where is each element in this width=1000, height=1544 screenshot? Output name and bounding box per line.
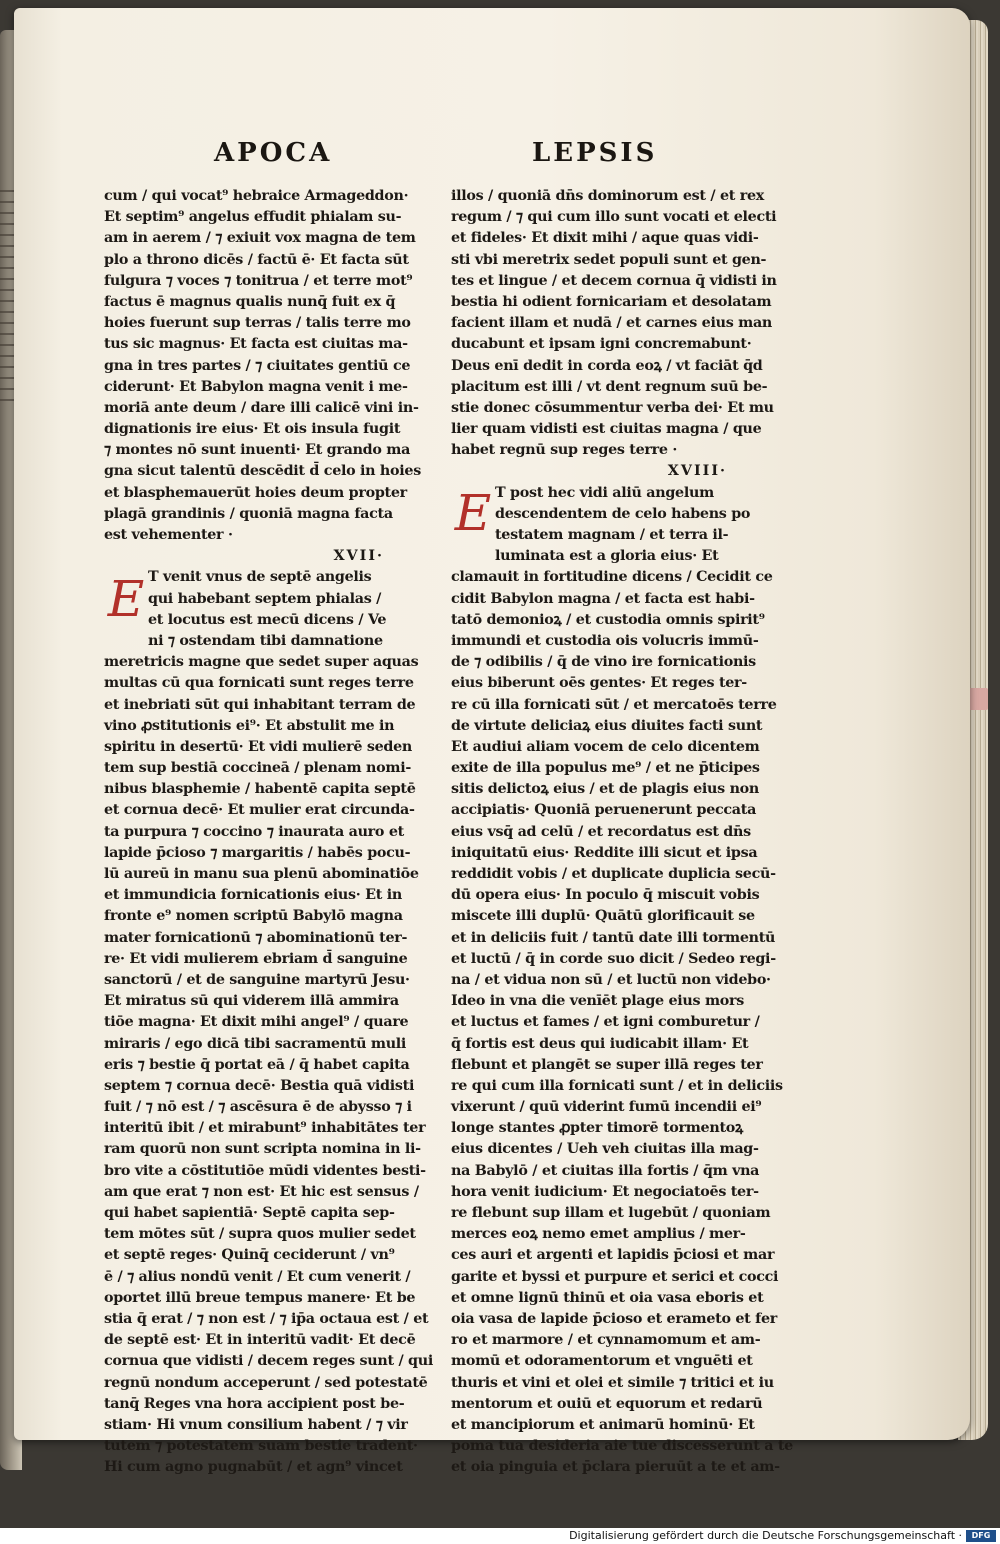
text-line: exite de illa populus me⁹ / et ne p̄ticipes bbox=[451, 760, 760, 777]
text-line: reddidit vobis / et duplicate duplicia secū- bbox=[451, 866, 776, 882]
running-head-right: LEPSIS bbox=[532, 138, 658, 168]
text-line: Ideo in vna die venīēt plage eius mors bbox=[451, 993, 745, 1010]
right-paragraph-block-a bbox=[451, 186, 777, 461]
text-line: T venit vnus de septē angelis bbox=[148, 569, 372, 586]
text-line: oia vasa de lapide p̄cioso et erameto et fer bbox=[451, 1310, 778, 1327]
text-line: Et audiui aliam vocem de celo dicentem bbox=[451, 738, 760, 755]
text-line: hora venit iudicium· Et negociatoēs ter- bbox=[451, 1183, 759, 1200]
text-line: stiam· Hi vnum consilium habent / ⁊ vir bbox=[104, 1416, 408, 1433]
left-paragraph-block-c bbox=[104, 652, 433, 1478]
text-line: qui habebant septem phialas / bbox=[148, 590, 382, 607]
text-line: oportet illū breue tempus manere· Et be bbox=[104, 1289, 416, 1306]
text-line: placitum est illi / vt dent regnum suū be- bbox=[451, 378, 768, 395]
right-initial-block bbox=[451, 483, 751, 568]
text-line: eris ⁊ bestie q̄ portat eā / q̄ habet capita bbox=[104, 1056, 410, 1073]
left-paragraph-block-a bbox=[104, 186, 421, 546]
chapter-number-18: XVIII· bbox=[667, 463, 727, 480]
text-line: et fideles· Et dixit mihi / aque quas vidi- bbox=[451, 230, 759, 247]
text-line: bestia hi odient fornicariam et desolatam bbox=[451, 293, 772, 310]
text-line: nibus blasphemie / habentē capita septē bbox=[104, 781, 416, 798]
text-line: qui habet sapientiā· Septē capita sep- bbox=[104, 1205, 395, 1221]
text-line: flebunt et plangēt se super illā reges ter bbox=[451, 1056, 763, 1073]
text-line: tem sup bestiā coccineā / plenam nomi- bbox=[104, 760, 411, 777]
red-initial-e: E bbox=[454, 483, 492, 542]
text-line: habet regnū sup reges terre · bbox=[451, 442, 678, 459]
text-line: am in aerem / ⁊ exiuit vox magna de tem bbox=[104, 230, 416, 247]
text-line: hoies fuerunt sup terras / talis terre mo bbox=[104, 315, 411, 332]
facing-page-text bbox=[0, 190, 14, 410]
text-line: illos / quoniā dn̄s dominorum est / et rex bbox=[451, 188, 764, 204]
text-line: momū et odoramentorum et vnguēti et bbox=[451, 1353, 753, 1370]
text-line: septem ⁊ cornua decē· Bestia quā vidisti bbox=[104, 1077, 415, 1094]
text-line: sitis delictoꝝ eius / et de plagis eius non bbox=[451, 781, 759, 798]
text-line: luminata est a gloria eius· Et bbox=[495, 548, 719, 565]
text-line: et luctus et fames / et igni comburetur / bbox=[451, 1014, 760, 1031]
text-line: plagā grandinis / quoniā magna facta bbox=[104, 505, 393, 522]
text-line: poma tua desideria aie tue discesserunt a te bbox=[451, 1438, 793, 1455]
text-line: vixerunt / quū viderint fumū incendii ei⁹ bbox=[451, 1099, 762, 1116]
text-line: fulgura ⁊ voces ⁊ tonitrua / et terre mot⁹ bbox=[104, 272, 413, 289]
text-line: et locutus est mecū dicens / Ve bbox=[148, 611, 387, 628]
text-line: mentorum et ouiū et equorum et redarū bbox=[451, 1395, 763, 1412]
text-line: est vehementer · bbox=[104, 527, 233, 543]
text-line: tiōe magna· Et dixit mihi angel⁹ / quare bbox=[104, 1014, 409, 1031]
left-text-column bbox=[104, 186, 433, 1478]
text-line: tus sic magnus· Et facta est ciuitas ma- bbox=[104, 336, 408, 353]
text-line: ro et marmore / et cynnamomum et am- bbox=[451, 1332, 761, 1349]
text-line: gna sicut talentū descēdit d̄ celo in hoies bbox=[104, 463, 421, 480]
text-line: dū opera eius· In poculo q̄ miscuit vobis bbox=[451, 887, 760, 904]
text-line: stia q̄ erat / ⁊ non est / ⁊ ip̄a octaua est / et bbox=[104, 1310, 429, 1327]
text-line: multas cū qua fornicati sunt reges terre bbox=[104, 675, 414, 692]
text-line: cum / qui vocat⁹ hebraice Armageddon· bbox=[104, 188, 409, 204]
text-line: re cū illa fornicati sūt / et mercatoēs terre bbox=[451, 696, 777, 713]
text-line: tanq̄ Reges vna hora accipient post be- bbox=[104, 1395, 405, 1412]
text-line: re qui cum illa fornicati sunt / et in deliciis bbox=[451, 1077, 783, 1094]
text-line: ducabunt et ipsam igni concremabunt· bbox=[451, 336, 752, 353]
text-line: mater fornicationū ⁊ abominationū ter- bbox=[104, 929, 408, 946]
text-line: Et miratus sū qui viderem illā ammira bbox=[104, 993, 399, 1010]
text-line: tatō demonioꝝ / et custodia omnis spirit⁹ bbox=[451, 611, 765, 628]
text-line: Et septim⁹ angelus effudit phialam su- bbox=[104, 209, 402, 226]
text-line: lier quam vidisti est ciuitas magna / que bbox=[451, 421, 762, 438]
text-line: fronte e⁹ nomen scriptū Babylō magna bbox=[104, 908, 403, 925]
text-line: regnū nondum acceperunt / sed potestatē bbox=[104, 1374, 428, 1391]
text-line: plo a throno dicēs / factū ē· Et facta sūt bbox=[104, 251, 409, 268]
text-line: eius dicentes / Ueh veh ciuitas illa mag- bbox=[451, 1141, 759, 1158]
footer-bar bbox=[0, 1528, 1000, 1544]
text-line: accipiatis· Quoniā peruenerunt peccata bbox=[451, 802, 757, 819]
text-line: gna in tres partes / ⁊ ciuitates gentiū ce bbox=[104, 357, 411, 374]
text-line: garite et byssi et purpure et serici et cocci bbox=[451, 1268, 779, 1285]
text-line: cidit Babylon magna / et facta est habi- bbox=[451, 590, 755, 607]
text-line: vino ꝓstitutionis ei⁹· Et abstulit me in bbox=[104, 717, 395, 734]
text-line: testatem magnam / et terra il- bbox=[495, 527, 729, 543]
text-line: T post hec vidi aliū angelum bbox=[495, 484, 714, 501]
text-line: longe stantes ꝓpter timorē tormentoꝝ bbox=[451, 1120, 743, 1137]
text-line: ciderunt· Et Babylon magna venit i me- bbox=[104, 378, 408, 395]
running-head-left: APOCA bbox=[214, 138, 333, 168]
text-line: tem mōtes sūt / supra quos mulier sedet bbox=[104, 1226, 416, 1243]
text-line: stie donec cōsummentur verba dei· Et mu bbox=[451, 399, 774, 416]
funding-credit: Digitalisierung gefördert durch die Deutsche Forschungsgemeinschaft · bbox=[569, 1529, 962, 1542]
text-line: et septē reges· Quinq̄ ceciderunt / vn⁹ bbox=[104, 1247, 395, 1264]
dfg-logo: DFG bbox=[966, 1530, 996, 1542]
text-line: et immundicia fornicationis eius· Et in bbox=[104, 887, 402, 904]
text-line: sanctorū / et de sanguine martyrū Jesu· bbox=[104, 971, 410, 988]
text-line: fuit / ⁊ nō est / ⁊ ascēsura ē de abysso ⁊ i bbox=[104, 1099, 412, 1116]
text-line: de ⁊ odibilis / q̄ de vino ire fornicationis bbox=[451, 654, 756, 671]
text-line: regum / ⁊ qui cum illo sunt vocati et electi bbox=[451, 209, 777, 226]
chapter-number-17: XVII· bbox=[333, 548, 384, 565]
text-line: et mancipiorum et animarū hominū· Et bbox=[451, 1416, 755, 1433]
text-line: re flebunt sup illam et lugebūt / quoniam bbox=[451, 1205, 771, 1221]
text-line: am que erat ⁊ non est· Et hic est sensus / bbox=[104, 1183, 419, 1200]
text-line: et blasphemauerūt hoies deum propter bbox=[104, 484, 407, 501]
text-line: dignationis ire eius· Et ois insula fugit bbox=[104, 421, 401, 438]
text-line: Deus enī dedit in corda eoꝝ / vt faciāt q̄d bbox=[451, 357, 763, 374]
book-page bbox=[14, 8, 970, 1476]
text-line: merces eoꝝ nemo emet amplius / mer- bbox=[451, 1226, 746, 1243]
text-line: ram quorū non sunt scripta nomina in li- bbox=[104, 1141, 421, 1158]
text-line: na Babylō / et ciuitas illa fortis / q̄m vna bbox=[451, 1162, 760, 1179]
text-line: immundi et custodia ois volucris immū- bbox=[451, 632, 759, 649]
text-line: lapide p̄cioso ⁊ margaritis / habēs pocu- bbox=[104, 844, 411, 861]
right-paragraph-block-c bbox=[451, 567, 793, 1478]
text-line: tes et lingue / et decem cornua q̄ vidisti in bbox=[451, 272, 777, 289]
text-line: meretricis magne que sedet super aquas bbox=[104, 654, 419, 671]
text-line: ta purpura ⁊ coccino ⁊ inaurata auro et bbox=[104, 823, 404, 840]
text-line: interitū ibit / et mirabunt⁹ inhabitātes ter bbox=[104, 1120, 426, 1137]
left-initial-block bbox=[104, 567, 390, 652]
text-line: eius biberunt oēs gentes· Et reges ter- bbox=[451, 675, 747, 692]
text-line: re· Et vidi mulierem ebriam d̄ sanguine bbox=[104, 950, 408, 967]
text-line: miraris / ego dicā tibi sacramentū muli bbox=[104, 1035, 407, 1052]
text-line: et inebriati sūt qui inhabitant terram de bbox=[104, 696, 416, 713]
text-line: spiritu in desertū· Et vidi mulierē seden bbox=[104, 738, 412, 755]
red-initial-e: E bbox=[107, 570, 145, 629]
right-text-column bbox=[451, 186, 793, 1478]
text-line: facient illam et nudā / et carnes eius man bbox=[451, 315, 773, 332]
text-line: bro vite a cōstitutiōe mūdi videntes besti- bbox=[104, 1162, 426, 1179]
text-line: descendentem de celo habens po bbox=[495, 505, 751, 522]
text-line: factus ē magnus qualis nunq̄ fuit ex q̄ bbox=[104, 293, 396, 310]
text-line: miscete illi duplū· Quātū glorificauit se bbox=[451, 908, 755, 925]
text-line: de virtute deliciaꝝ eius diuites facti sunt bbox=[451, 717, 763, 734]
text-line: iniquitatū eius· Reddite illi sicut et ipsa bbox=[451, 844, 758, 861]
text-line: ces auri et argenti et lapidis p̄ciosi et mar bbox=[451, 1247, 775, 1264]
text-line: ē / ⁊ alius nondū venit / Et cum venerit / bbox=[104, 1268, 411, 1285]
text-line: Hi cum agno pugnabūt / et agn⁹ vincet bbox=[104, 1459, 403, 1476]
text-line: et luctū / q̄ in corde suo dicit / Sedeo regi- bbox=[451, 950, 776, 967]
text-line: thuris et vini et olei et simile ⁊ tritici et iu bbox=[451, 1374, 774, 1391]
text-line: et cornua decē· Et mulier erat circunda- bbox=[104, 802, 415, 819]
text-line: tutem ⁊ potestatem suam bestie tradent· bbox=[104, 1438, 418, 1455]
text-line: lū aureū in manu sua plenū abominatiōe bbox=[104, 866, 419, 882]
text-line: eius vsq̄ ad celū / et recordatus est dn̄s bbox=[451, 823, 751, 840]
text-line: q̄ fortis est deus qui iudicabit illam· Et bbox=[451, 1035, 749, 1052]
text-line: cornua que vidisti / decem reges sunt / qui bbox=[104, 1353, 433, 1370]
text-line: et omne lignū thinū et oia vasa eboris et bbox=[451, 1289, 764, 1306]
text-line: ⁊ montes nō sunt inuenti· Et grando ma bbox=[104, 442, 411, 459]
text-line: na / et vidua non sū / et luctū non videbo· bbox=[451, 971, 771, 988]
text-line: et oia pinguia et p̄clara pieruūt a te et am- bbox=[451, 1459, 780, 1476]
text-line: moriā ante deum / dare illi calicē vini in- bbox=[104, 399, 419, 416]
text-line: sti vbi meretrix sedet populi sunt et gen- bbox=[451, 251, 767, 268]
text-line: clamauit in fortitudine dicens / Cecidit ce bbox=[451, 569, 773, 586]
text-line: de septē est· Et in interitū vadit· Et decē bbox=[104, 1332, 416, 1349]
text-line: ni ⁊ ostendam tibi damnatione bbox=[148, 632, 383, 649]
text-line: et in deliciis fuit / tantū date illi tormentū bbox=[451, 929, 776, 946]
